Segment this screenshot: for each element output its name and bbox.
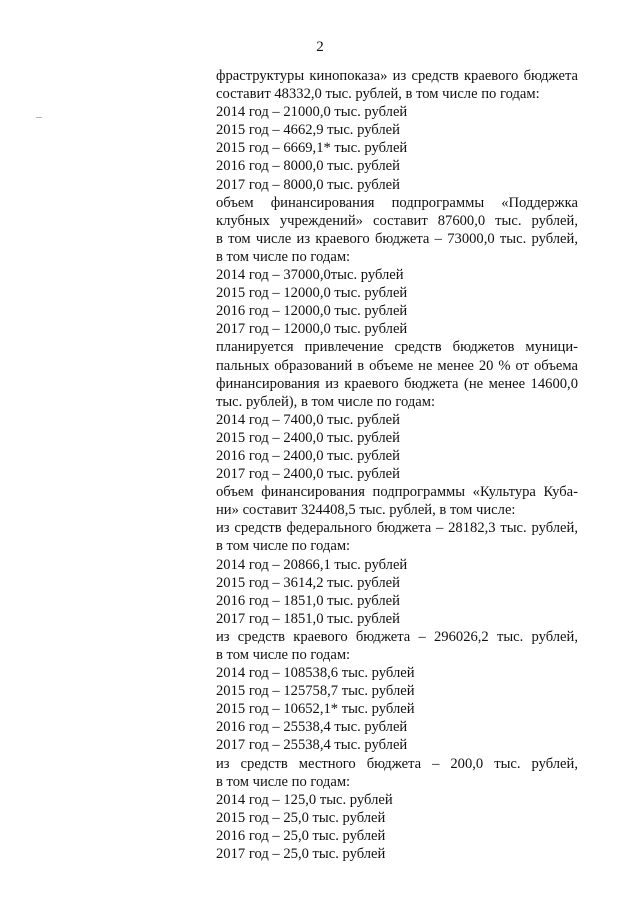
text-line: 2015 год – 10652,1* тыс. рублей xyxy=(216,701,415,718)
body-text xyxy=(216,67,578,863)
text-line: 2017 год – 2400,0 тыс. рублей xyxy=(216,466,400,483)
text-line: тыс. рублей), в том числе по годам: xyxy=(216,393,436,410)
text-line: 2016 год – 12000,0 тыс. рублей xyxy=(216,303,408,320)
text-line: 2016 год – 25,0 тыс. рублей xyxy=(216,827,386,844)
text-line: пальных образований в объеме не менее 20 % от объема xyxy=(216,357,578,374)
text-line: 2014 год – 37000,0тыс. рублей xyxy=(216,267,404,284)
text-line: 2014 год – 7400,0 тыс. рублей xyxy=(216,411,400,428)
text-line: 2015 год – 3614,2 тыс. рублей xyxy=(216,574,400,591)
text-line: финансирования из краевого бюджета (не менее 14600,0 xyxy=(216,375,578,392)
text-line: 2016 год – 25538,4 тыс. рублей xyxy=(216,719,408,736)
text-line: 2015 год – 125758,7 тыс. рублей xyxy=(216,683,415,700)
text-line: из средств федерального бюджета – 28182,3 тыс. рублей, xyxy=(216,520,578,537)
text-line: 2015 год – 2400,0 тыс. рублей xyxy=(216,429,400,446)
text-line: ни» составит 324408,5 тыс. рублей, в том числе: xyxy=(216,502,516,519)
text-line: объем финансирования подпрограммы «Поддержка xyxy=(216,194,578,211)
text-line: в том числе по годам: xyxy=(216,647,351,663)
text-line: из средств краевого бюджета – 296026,2 тыс. рублей, xyxy=(216,628,578,645)
text-line: 2017 год – 25538,4 тыс. рублей xyxy=(216,737,408,754)
text-line: фраструктуры кинопоказа» из средств краевого бюджета xyxy=(216,68,578,84)
text-line: 2014 год – 21000,0 тыс. рублей xyxy=(216,104,408,121)
text-line: 2016 год – 1851,0 тыс. рублей xyxy=(216,592,400,609)
text-line: 2017 год – 25,0 тыс. рублей xyxy=(216,846,386,863)
text-line: 2015 год – 12000,0 тыс. рублей xyxy=(216,285,408,302)
text-line: 2015 год – 25,0 тыс. рублей xyxy=(216,809,386,826)
margin-mark xyxy=(36,117,42,118)
text-line: 2016 год – 2400,0 тыс. рублей xyxy=(216,447,400,464)
text-line: 2014 год – 108538,6 тыс. рублей xyxy=(216,665,415,682)
text-line: в том числе из краевого бюджета – 73000,0 тыс. рублей, xyxy=(216,230,578,247)
page-number: 2 xyxy=(316,39,324,55)
text-line: планируется привлечение средств бюджетов муници- xyxy=(216,339,578,356)
text-line: клубных учреждений» составит 87600,0 тыс. рублей, xyxy=(216,212,578,229)
text-line: 2015 год – 6669,1* тыс. рублей xyxy=(216,140,408,157)
text-line: 2016 год – 8000,0 тыс. рублей xyxy=(216,158,400,175)
text-line: 2017 год – 8000,0 тыс. рублей xyxy=(216,176,400,193)
text-line: в том числе по годам: xyxy=(216,538,351,555)
text-line: 2015 год – 4662,9 тыс. рублей xyxy=(216,122,400,139)
text-line: 2014 год – 125,0 тыс. рублей xyxy=(216,791,393,808)
text-line: 2017 год – 12000,0 тыс. рублей xyxy=(216,321,408,338)
text-line: составит 48332,0 тыс. рублей, в том числе по годам: xyxy=(216,86,540,103)
text-line: в том числе по годам: xyxy=(216,248,351,265)
text-line: из средств местного бюджета – 200,0 тыс. рублей, xyxy=(216,755,578,772)
text-line: объем финансирования подпрограммы «Культура Куба- xyxy=(216,484,578,501)
text-line: 2014 год – 20866,1 тыс. рублей xyxy=(216,556,408,573)
text-line: 2017 год – 1851,0 тыс. рублей xyxy=(216,610,400,627)
text-line: в том числе по годам: xyxy=(216,773,351,790)
